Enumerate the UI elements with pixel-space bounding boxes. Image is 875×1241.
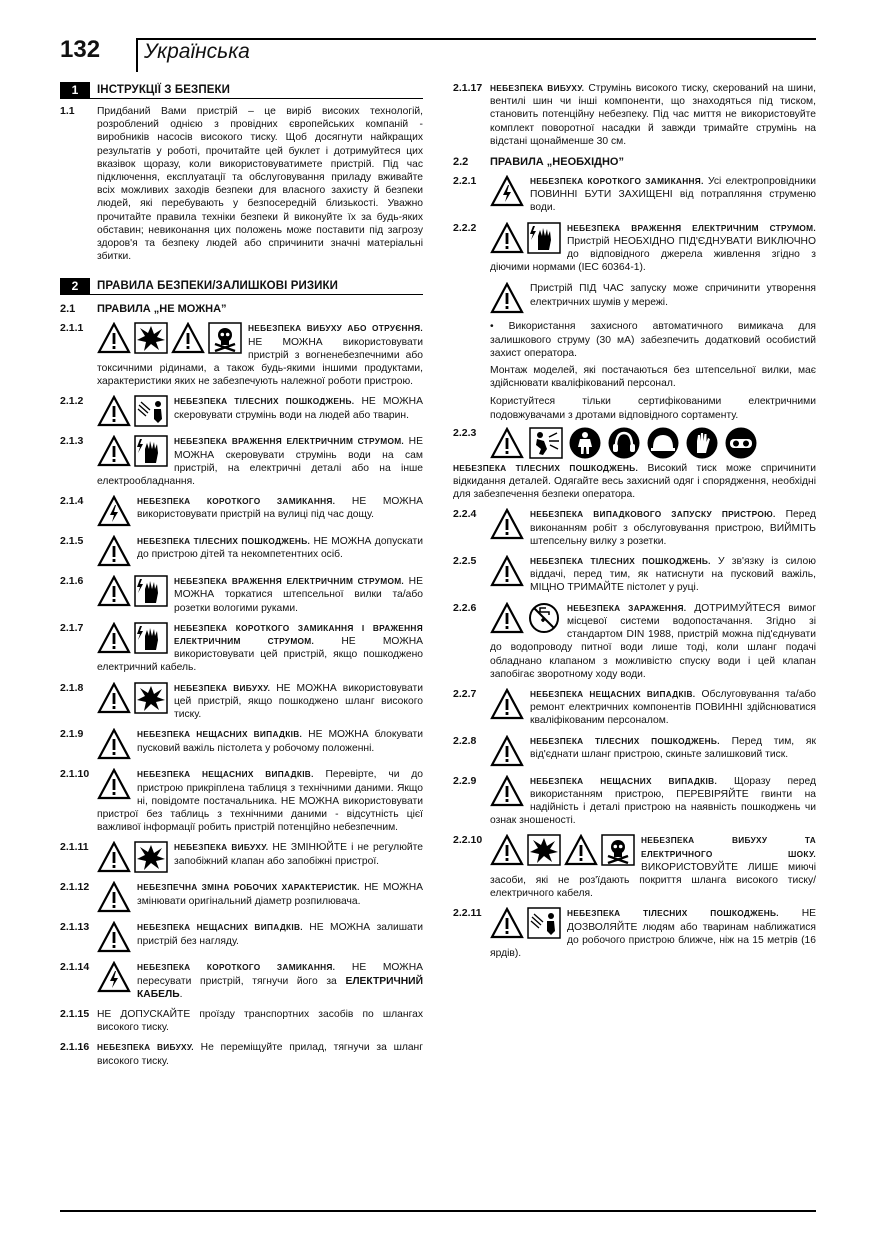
item-2-2-11: 2.2.11 НЕБЕЗПЕКА ТІЛЕСНИХ ПОШКОДЖЕНЬ. НЕ ДОЗВОЛЯЙТЕ людям або тваринам наближатися до робочого пристрою ближче, ніж на 15 метрів (16 ярдів). bbox=[453, 907, 816, 959]
explosion-icon bbox=[134, 682, 168, 714]
item-2-2-7: 2.2.7 НЕБЕЗПЕКА НЕЩАСНИХ ВИПАДКІВ. Обслуговування та/або ремонт електричних компонентів ПОВИННІ здійснюватися кваліфікованим персоналом. bbox=[453, 687, 816, 727]
warning-triangle-icon bbox=[97, 395, 131, 427]
language-title: Українська bbox=[144, 40, 250, 63]
item-2-2-9: 2.2.9 НЕБЕЗПЕКА НЕЩАСНИХ ВИПАДКІВ. Щоразу перед використанням пристрою, ПЕРЕВІРЯЙТЕ гвинти на надійність і деталі пристрою на наявність пошкоджень чи ознак зношеності. bbox=[453, 774, 816, 827]
item-2-2-8: 2.2.8 НЕБЕЗПЕКА ТІЛЕСНИХ ПОШКОДЖЕНЬ. Перед тим, як від'єднати шланг пристрою, скиньте залишковий тиск. bbox=[453, 735, 816, 768]
lightning-bolt-icon bbox=[97, 495, 131, 527]
section-1-header bbox=[60, 82, 423, 99]
water-jet-person-icon bbox=[527, 907, 561, 939]
subsection-2-2: 2.2 ПРАВИЛА „НЕОБХІДНО” bbox=[453, 156, 624, 169]
warning-triangle-icon bbox=[490, 834, 524, 866]
warning-triangle-icon bbox=[490, 602, 524, 634]
warning-triangle-icon bbox=[97, 435, 131, 467]
gloves-icon bbox=[685, 427, 719, 459]
item-1-1: 1.1 Придбаний Вами пристрій – це виріб високих технологій, розроблений однією з провідних європейських компаній - виробників насосів високого тиску. Щоб досягнути найкращих результатів у роботі, прочитайте цей буклет і дотримуйтеся цих вказівок щоразу, коли використовуватимете пристрій. Під час підключення, експлуатації та обслуговування приладу вживайте всіх можливих заходів безпеки для власного захисту й безпеки людей, які перебувають у безпосередній близькості. Уважно прочитайте правила техніки безпеки й виконуйте їх за будь-яких обставин; невиконання цих положень може поставити під загрозу здоров'я та безпеку людей або спричинити значні матеріальні збитки. bbox=[60, 105, 423, 263]
warning-triangle-icon bbox=[490, 508, 524, 540]
warning-triangle-icon bbox=[564, 834, 598, 866]
bullet-rcd: • Використання захисного автоматичного вимикача для залишкового струму (30 мА) забезпечить додатковий особистий захист оператора. bbox=[490, 321, 816, 359]
goggles-icon bbox=[724, 427, 758, 459]
electric-hand-icon bbox=[527, 222, 561, 254]
warning-triangle-icon bbox=[490, 907, 524, 939]
item-2-2-6: 2.2.6 НЕБЕЗПЕКА ЗАРАЖЕННЯ. ДОТРИМУЙТЕСЯ вимог місцевої системи водопостачання. Згідно зі стандартом DIN 1988, пристрій можна під'єднувати до водопроводу питної води лише тоді, коли шланг подачі обладнано клапаном з можливістю спуску води і цей клапан запобігає зворотному ходу води. bbox=[453, 601, 816, 680]
explosion-icon bbox=[134, 322, 168, 354]
section-1-title: ІНСТРУКЦІЇ З БЕЗПЕКИ bbox=[97, 84, 230, 96]
section-1-number: 1 bbox=[60, 82, 90, 99]
warning-triangle-icon bbox=[97, 728, 131, 760]
warning-triangle-icon bbox=[97, 682, 131, 714]
section-2-number: 2 bbox=[60, 278, 90, 295]
protective-suit-icon bbox=[568, 427, 602, 459]
item-2-2-4: 2.2.4 НЕБЕЗПЕКА ВИПАДКОВОГО ЗАПУСКУ ПРИСТРОЮ. Перед виконанням робіт з обслуговування пристрою, ВИЙМІТЬ штепсельну вилку з розетки. bbox=[453, 508, 816, 547]
section-2-title: ПРАВИЛА БЕЗПЕКИ/ЗАЛИШКОВІ РИЗИКИ bbox=[97, 280, 339, 293]
warning-triangle-icon bbox=[97, 921, 131, 953]
item-2-2-10: 2.2.10 НЕБЕЗПЕКА ВИБУХУ ТА ЕЛЕКТРИЧНОГО ШОКУ. ВИКОРИСТОВУЙТЕ ЛИШЕ миючі засоби, які не роз'їдають покриття шланга високого тиску/електричного кабеля. bbox=[453, 834, 816, 900]
warning-triangle-icon bbox=[97, 768, 131, 800]
warning-triangle-icon bbox=[97, 841, 131, 873]
item-2-2-5: 2.2.5 НЕБЕЗПЕКА ТІЛЕСНИХ ПОШКОДЖЕНЬ. У зв'язку із силою віддачі, перед тим, як натиснути на пусковий важіль, МІЦНО ТРИМАЙТЕ пістолет у руці. bbox=[453, 555, 816, 594]
helmet-icon bbox=[646, 427, 680, 459]
item-2-1-16: 2.1.16 НЕБЕЗПЕКА ВИБУХУ. Не переміщуйте прилад, тягнучи за шланг високого тиску. bbox=[60, 1041, 424, 1067]
item-2-2-3: 2.2.3 НЕБЕЗПЕКА ТІЛЕСНИХ ПОШКОДЖЕНЬ. Високий тиск може спричинити відкидання деталей. Одягайте весь захисний одяг і спорядження, необхідні для забезпечення безпеки оператора. bbox=[453, 426, 816, 501]
warning-triangle-icon bbox=[97, 575, 131, 607]
electric-hand-icon bbox=[134, 622, 168, 654]
page-number: 132 bbox=[60, 36, 101, 63]
warning-triangle-icon bbox=[490, 222, 524, 254]
item-2-2-2: 2.2.2 НЕБЕЗПЕКА ВРАЖЕННЯ ЕЛЕКТРИЧНИМ СТРУМОМ. Пристрій НЕОБХІДНО ПІД'ЄДНУВАТИ ВИКЛЮЧНО до відповідного джерела живлення згідно з діючими нормами (IEC 60364-1). bbox=[453, 221, 816, 274]
item-2-1-5: 2.1.5 НЕБЕЗПЕКА ТІЛЕСНИХ ПОШКОДЖЕНЬ. НЕ МОЖНА допускати до пристрою дітей та некомпетентних осіб. bbox=[60, 535, 423, 568]
item-2-1-14: 2.1.14 НЕБЕЗПЕКА КОРОТКОГО ЗАМИКАННЯ. НЕ МОЖНА пересувати пристрій, тягнучи його за ЕЛЕКТРИЧНИЙ КАБЕЛЬ. bbox=[60, 961, 423, 1000]
explosion-icon bbox=[527, 834, 561, 866]
item-2-1-13: 2.1.13 НЕБЕЗПЕКА НЕЩАСНИХ ВИПАДКІВ. НЕ МОЖНА залишати пристрій без нагляду. bbox=[60, 921, 423, 954]
ear-protection-icon bbox=[607, 427, 641, 459]
item-2-1-3: 2.1.3 НЕБЕЗПЕКА ВРАЖЕННЯ ЕЛЕКТРИЧНИМ СТРУМОМ. НЕ МОЖНА скеровувати струмінь води на сам пристрій, на електричні деталі або на інше електрообладнання. bbox=[60, 435, 423, 488]
warning-triangle-icon bbox=[490, 688, 524, 720]
water-jet-person-icon bbox=[134, 395, 168, 427]
warning-triangle-icon bbox=[97, 881, 131, 913]
electric-hand-icon bbox=[134, 575, 168, 607]
warning-triangle-icon bbox=[97, 535, 131, 567]
item-2-1-11: 2.1.11 НЕБЕЗПЕКА ВИБУХУ. НЕ ЗМІНЮЙТЕ і не регулюйте запобіжний клапан або запобіжні пристрої. bbox=[60, 841, 423, 874]
item-2-1-1: 2.1.1 НЕБЕЗПЕКА ВИБУХУ АБО ОТРУЄННЯ. НЕ МОЖНА використовувати пристрій з вогненебезпечними або токсичними рідинами, а також будь-якими іншими продуктами, характеристики яких не забезпечують належної роботи пристрою. bbox=[60, 322, 423, 388]
warning-triangle-icon bbox=[490, 555, 524, 587]
right-column bbox=[453, 82, 816, 967]
item-2-1-6: 2.1.6 НЕБЕЗПЕКА ВРАЖЕННЯ ЕЛЕКТРИЧНИМ СТРУМОМ. НЕ МОЖНА торкатися штепсельної вилки та/або розетки вологими руками. bbox=[60, 575, 423, 614]
toxic-skull-icon bbox=[208, 322, 242, 354]
warning-triangle-icon bbox=[97, 622, 131, 654]
footer-rule bbox=[60, 1210, 816, 1212]
item-2-1-10: 2.1.10 НЕБЕЗПЕКА НЕЩАСНИХ ВИПАДКІВ. Перевірте, чи до пристрою прикріплена таблиця з технічними даними. Якщо ні, повідомте постачальника. НЕ МОЖНА використовувати пристрої без таблиць з технічними даними - відсутність цієї важливої інформації робить пристрій потенційно небезпечним. bbox=[60, 768, 424, 834]
note-electrical-noise: Пристрій ПІД ЧАС запуску може спричинити утворення електричних шумів у мережі. bbox=[453, 282, 816, 315]
warning-triangle-icon bbox=[490, 735, 524, 767]
para-extension-cords: Користуйтеся тільки сертифікованими електричними подовжувачами з дротами відповідного сортаменту. bbox=[490, 396, 816, 421]
lightning-bolt-icon bbox=[97, 961, 131, 993]
item-2-1-17: 2.1.17 НЕБЕЗПЕКА ВИБУХУ. Струмінь високого тиску, скерований на шини, вентилі шин чи інші компоненти, що знаходяться під тиском, становить потенційну небезпеку. Під час миття не використовуйте комплект поворотної насадки й завжди тримайте струмінь на відстані щонайменше 30 см. bbox=[453, 82, 816, 147]
subsection-2-1: 2.1 ПРАВИЛА „НЕ МОЖНА” bbox=[60, 303, 227, 316]
electric-hand-icon bbox=[134, 435, 168, 467]
item-2-1-9: 2.1.9 НЕБЕЗПЕКА НЕЩАСНИХ ВИПАДКІВ. НЕ МОЖНА блокувати пусковий важіль пістолета у робочому положенні. bbox=[60, 728, 423, 761]
left-column bbox=[60, 82, 423, 1075]
section-2-header bbox=[60, 278, 423, 295]
warning-triangle-icon bbox=[171, 322, 205, 354]
flying-debris-icon bbox=[529, 427, 563, 459]
toxic-skull-icon bbox=[601, 834, 635, 866]
item-2-1-8: 2.1.8 НЕБЕЗПЕКА ВИБУХУ. НЕ МОЖНА використовувати цей пристрій, якщо пошкоджено шланг високого тиску. bbox=[60, 681, 423, 721]
item-2-1-15: 2.1.15 НЕ ДОПУСКАЙТЕ проїзду транспортних засобів по шлангах високого тиску. bbox=[60, 1007, 423, 1034]
warning-triangle-icon bbox=[97, 322, 131, 354]
explosion-icon bbox=[134, 841, 168, 873]
contamination-icon bbox=[527, 602, 561, 634]
header-divider bbox=[136, 38, 138, 72]
para-plug-install: Монтаж моделей, які постачаються без штепсельної вилки, має здійснювати кваліфікований персонал. bbox=[490, 365, 816, 390]
lightning-bolt-icon bbox=[490, 175, 524, 207]
warning-triangle-icon bbox=[490, 427, 524, 459]
warning-triangle-icon bbox=[490, 775, 524, 807]
item-2-1-2: 2.1.2 НЕБЕЗПЕКА ТІЛЕСНИХ ПОШКОДЖЕНЬ. НЕ МОЖНА скеровувати струмінь води на людей або тварин. bbox=[60, 395, 423, 428]
item-2-1-12: 2.1.12 НЕБЕЗПЕЧНА ЗМІНА РОБОЧИХ ХАРАКТЕРИСТИК. НЕ МОЖНА змінювати оригінальний діаметр розпилювача. bbox=[60, 881, 423, 914]
item-2-2-1: 2.2.1 НЕБЕЗПЕКА КОРОТКОГО ЗАМИКАННЯ. Усі електропровідники ПОВИННІ БУТИ ЗАХИЩЕНІ від потрапляння струменю води. bbox=[453, 175, 816, 214]
item-2-1-4: 2.1.4 НЕБЕЗПЕКА КОРОТКОГО ЗАМИКАННЯ. НЕ МОЖНА використовувати пристрій на вулиці під час дощу. bbox=[60, 495, 423, 528]
item-2-1-7: 2.1.7 НЕБЕЗПЕКА КОРОТКОГО ЗАМИКАННЯ І ВРАЖЕННЯ ЕЛЕКТРИЧНИМ СТРУМОМ. НЕ МОЖНА використовувати цей пристрій, якщо пошкоджено електричний кабель. bbox=[60, 621, 424, 674]
warning-triangle-icon bbox=[490, 282, 524, 314]
